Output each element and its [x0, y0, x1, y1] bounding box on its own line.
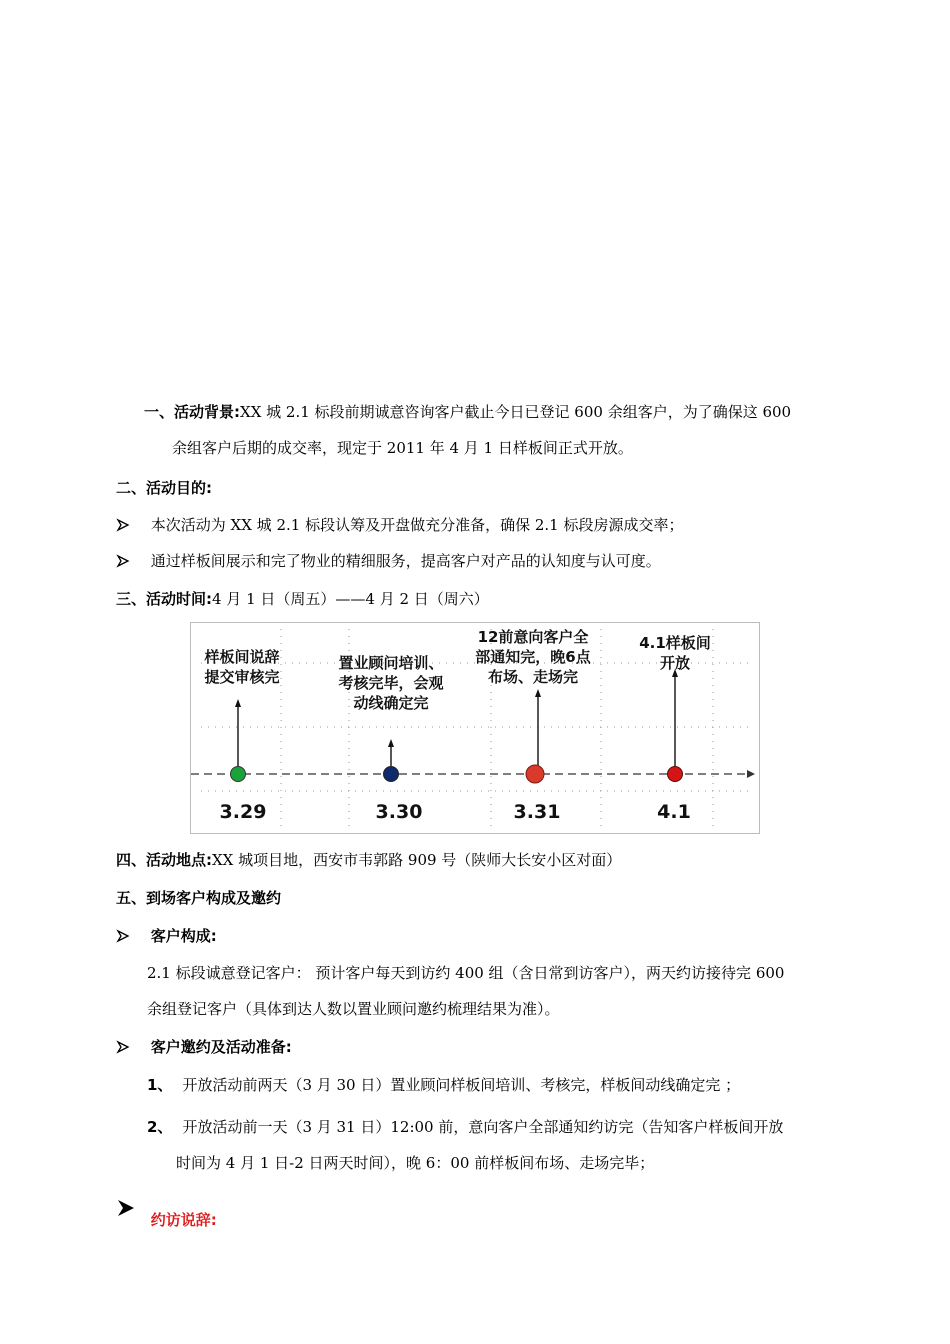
arrow-bullet-icon [116, 1198, 138, 1218]
milestone-label-4-1: 4.1样板间 开放 [639, 634, 711, 672]
section5-sub1-line1: 2.1 标段诚意登记客户： 预计客户每天到访约 400 组（含日常到访客户），两天约访接待完 600 [147, 964, 785, 982]
section3-line [116, 588, 489, 610]
milestone-label-3-30: 置业顾问培训、 考核完毕，会观 动线确定完 [338, 654, 444, 712]
milestone-dot-3-30 [384, 767, 399, 782]
section1-number: 一、 [144, 403, 175, 421]
section1-text-line1: XX 城 2.1 标段前期诚意咨询客户截止今日已登记 600 余组客户，为了确保这 600 [240, 403, 792, 421]
section3-heading: 三、活动时间: [116, 590, 212, 608]
section1-text-line2: 余组客户后期的成交率，现定于 2011 年 4 月 1 日样板间正式开放。 [172, 439, 633, 457]
section5-sub1-title: 客户构成: [150, 927, 217, 945]
item-number: 2、 [147, 1118, 173, 1136]
milestone-label-3-29: 样板间说辞 提交审核完 [204, 648, 280, 686]
milestone-date: 3.29 [219, 801, 267, 823]
milestone-dot-3-31 [526, 765, 544, 783]
milestone-dot-3-29 [231, 767, 246, 782]
arrow-bullet-icon [116, 929, 130, 943]
section1-line2 [172, 437, 633, 459]
milestone-date: 3.30 [375, 801, 423, 823]
section2-bullet-text: 本次活动为 XX 城 2.1 标段认筹及开盘做充分准备，确保 2.1 标段房源成交率； [150, 516, 684, 534]
section2-bullet-item [116, 514, 683, 536]
section5-item-2-line2: 时间为 4 月 1 日-2 日两天时间），晚 6：00 前样板间布场、走场完毕； [176, 1154, 655, 1172]
stem-arrow-icon [235, 699, 241, 707]
arrow-bullet-icon [116, 1040, 130, 1054]
stem-arrow-icon [388, 739, 394, 747]
section5-sub1 [116, 925, 217, 947]
section1-title: 活动背景: [174, 403, 241, 421]
section2-bullet-text: 通过样板间展示和完了物业的精细服务，提高客户对产品的认知度与认可度。 [150, 552, 661, 570]
section5-sub2 [116, 1036, 292, 1058]
section2-bullet-item [116, 550, 661, 572]
milestone-label-3-31: 12前意向客户全 部通知完，晚6点 布场、走场完 [475, 628, 591, 686]
section5-sub3-title: 约访说辞: [150, 1211, 217, 1229]
stem-arrow-icon [535, 689, 541, 697]
arrow-bullet-icon [116, 554, 130, 568]
item-number: 1、 [147, 1076, 173, 1094]
section3-text: 4 月 1 日（周五）——4 月 2 日（周六） [212, 590, 489, 608]
section5-item-1 [147, 1074, 740, 1096]
milestone-date: 3.31 [513, 801, 561, 823]
axis-arrow-icon [747, 770, 755, 778]
section5-item-2 [147, 1116, 783, 1138]
section2-heading: 二、活动目的: [116, 479, 212, 497]
section5-heading: 五、到场客户构成及邀约 [116, 889, 282, 907]
item-text: 开放活动前两天（3 月 30 日）置业顾问样板间培训、考核完，样板间动线确定完 ； [182, 1076, 741, 1094]
item-text: 开放活动前一天（3 月 31 日）12:00 前，意向客户全部通知约访完（告知客户样板间开放 [182, 1118, 784, 1136]
section4-line [116, 849, 621, 871]
section4-heading: 四、活动地点: [116, 851, 212, 869]
section5-sub3 [116, 1198, 217, 1229]
section4-text: XX 城项目地，西安市韦郭路 909 号（陕师大长安小区对面） [212, 851, 622, 869]
section5-sub2-title: 客户邀约及活动准备: [150, 1038, 292, 1056]
timeline-figure [190, 622, 760, 834]
arrow-bullet-icon [116, 518, 130, 532]
section5-sub1-line2: 余组登记客户（具体到达人数以置业顾问邀约梳理结果为准）。 [147, 1000, 560, 1018]
milestone-dot-4-1 [668, 767, 683, 782]
milestone-date: 4.1 [657, 801, 691, 823]
section1-line1 [144, 401, 791, 423]
